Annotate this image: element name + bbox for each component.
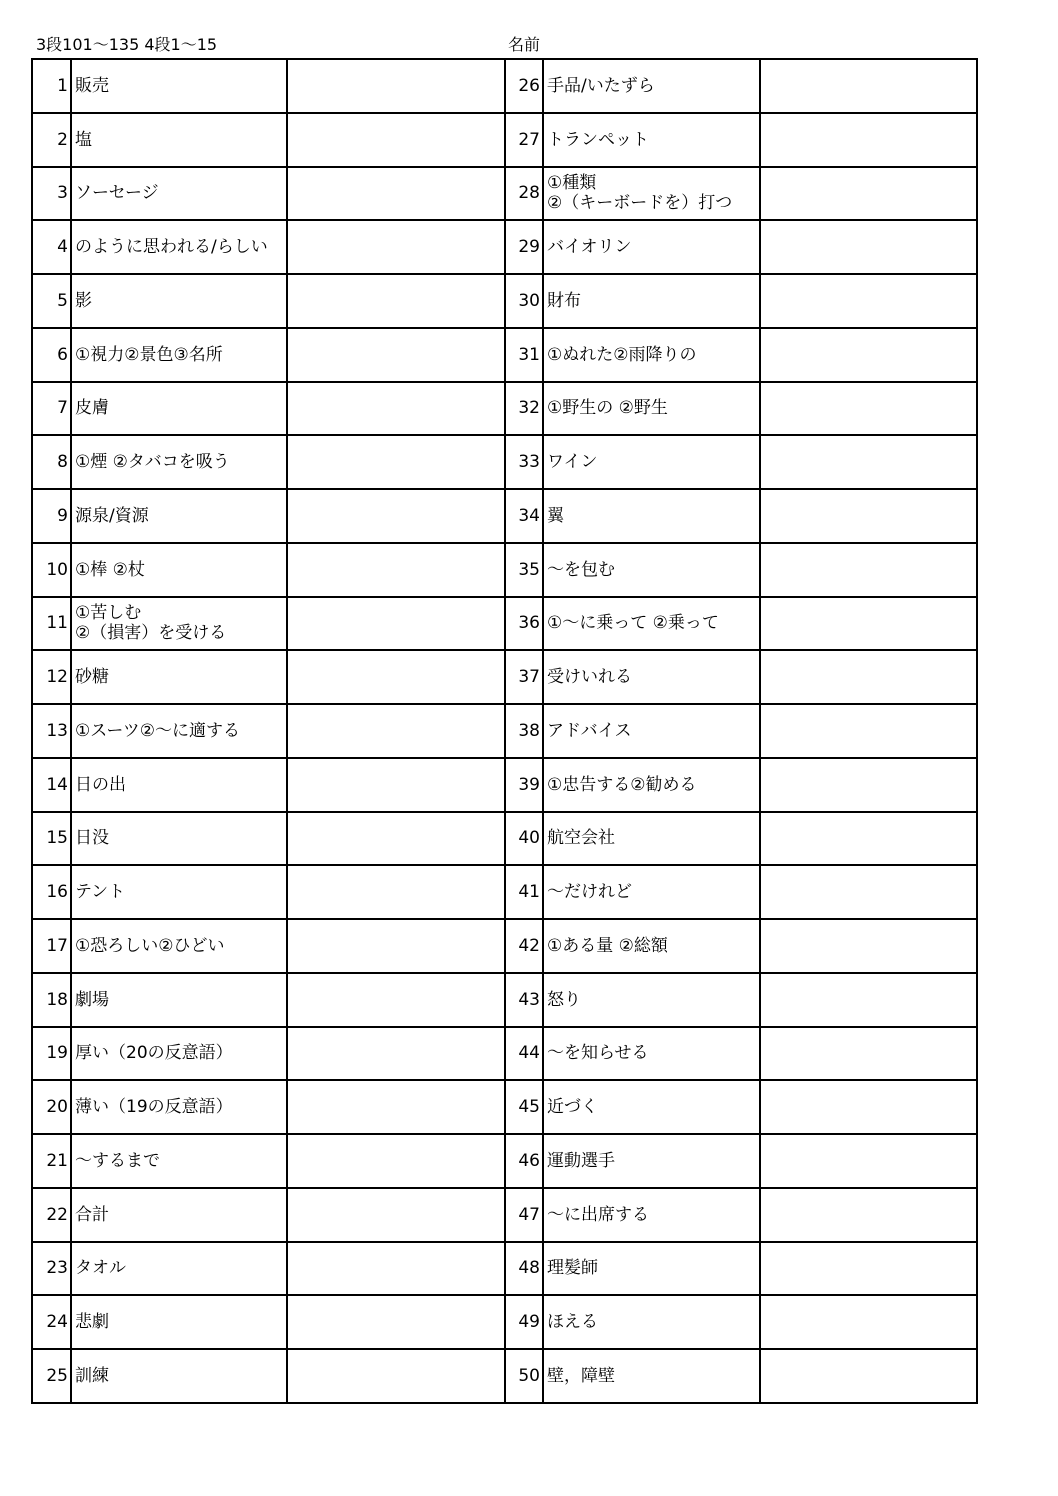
answer-cell[interactable] xyxy=(287,113,505,167)
answer-cell[interactable] xyxy=(287,704,505,758)
item-number: 42 xyxy=(505,919,543,973)
vocab-word: 源泉/資源 xyxy=(71,489,287,543)
item-number: 20 xyxy=(32,1080,71,1134)
vocab-word: ソーセージ xyxy=(71,167,287,221)
table-row xyxy=(32,489,977,543)
vocab-word: ①苦しむ ②（損害）を受ける xyxy=(71,597,287,651)
answer-cell[interactable] xyxy=(760,382,977,436)
item-number: 27 xyxy=(505,113,543,167)
answer-cell[interactable] xyxy=(760,113,977,167)
vocab-word: 怒り xyxy=(543,973,760,1027)
item-number: 32 xyxy=(505,382,543,436)
item-number: 35 xyxy=(505,543,543,597)
item-number: 14 xyxy=(32,758,71,812)
vocab-word: ～するまで xyxy=(71,1134,287,1188)
vocab-word: トランペット xyxy=(543,113,760,167)
answer-cell[interactable] xyxy=(760,919,977,973)
item-number: 41 xyxy=(505,865,543,919)
vocab-word: 厚い（20の反意語） xyxy=(71,1027,287,1081)
item-number: 16 xyxy=(32,865,71,919)
table-row xyxy=(32,758,977,812)
item-number: 26 xyxy=(505,59,543,113)
vocab-word: ～に出席する xyxy=(543,1188,760,1242)
vocab-word: ①視力②景色③名所 xyxy=(71,328,287,382)
vocab-word: 財布 xyxy=(543,274,760,328)
item-number: 3 xyxy=(32,167,71,221)
item-number: 38 xyxy=(505,704,543,758)
vocab-word: 日没 xyxy=(71,812,287,866)
table-row xyxy=(32,274,977,328)
answer-cell[interactable] xyxy=(760,59,977,113)
item-number: 34 xyxy=(505,489,543,543)
answer-cell[interactable] xyxy=(287,1134,505,1188)
vocab-word: ①煙 ②タバコを吸う xyxy=(71,435,287,489)
vocab-word: ①ぬれた②雨降りの xyxy=(543,328,760,382)
table-row xyxy=(32,597,977,651)
table-row xyxy=(32,650,977,704)
vocab-word: 悲劇 xyxy=(71,1295,287,1349)
answer-cell[interactable] xyxy=(760,167,977,221)
answer-cell[interactable] xyxy=(760,973,977,1027)
table-row xyxy=(32,220,977,274)
vocab-word: ①野生の ②野生 xyxy=(543,382,760,436)
answer-cell[interactable] xyxy=(287,865,505,919)
vocab-word: タオル xyxy=(71,1242,287,1296)
item-number: 46 xyxy=(505,1134,543,1188)
answer-cell[interactable] xyxy=(287,382,505,436)
answer-cell[interactable] xyxy=(287,1027,505,1081)
item-number: 21 xyxy=(32,1134,71,1188)
item-number: 9 xyxy=(32,489,71,543)
table-row xyxy=(32,167,977,221)
item-number: 44 xyxy=(505,1027,543,1081)
table-row xyxy=(32,382,977,436)
answer-cell[interactable] xyxy=(760,865,977,919)
answer-cell[interactable] xyxy=(760,1188,977,1242)
vocab-word: 薄い（19の反意語） xyxy=(71,1080,287,1134)
answer-cell[interactable] xyxy=(760,758,977,812)
item-number: 36 xyxy=(505,597,543,651)
answer-cell[interactable] xyxy=(287,973,505,1027)
item-number: 49 xyxy=(505,1295,543,1349)
item-number: 43 xyxy=(505,973,543,1027)
answer-cell[interactable] xyxy=(287,650,505,704)
table-row xyxy=(32,865,977,919)
item-number: 22 xyxy=(32,1188,71,1242)
answer-cell[interactable] xyxy=(287,167,505,221)
answer-cell[interactable] xyxy=(760,1349,977,1403)
vocab-word: ①スーツ②～に適する xyxy=(71,704,287,758)
vocab-word: 影 xyxy=(71,274,287,328)
vocab-word: 運動選手 xyxy=(543,1134,760,1188)
item-number: 18 xyxy=(32,973,71,1027)
item-number: 8 xyxy=(32,435,71,489)
answer-cell[interactable] xyxy=(287,1080,505,1134)
item-number: 25 xyxy=(32,1349,71,1403)
item-number: 29 xyxy=(505,220,543,274)
range-label: 3段101～135 4段1～15 xyxy=(36,35,218,54)
name-label: 名前 xyxy=(508,35,541,54)
vocab-word: ～を包む xyxy=(543,543,760,597)
answer-cell[interactable] xyxy=(287,1242,505,1296)
table-row xyxy=(32,1188,977,1242)
vocab-word: 日の出 xyxy=(71,758,287,812)
item-number: 2 xyxy=(32,113,71,167)
item-number: 7 xyxy=(32,382,71,436)
answer-cell[interactable] xyxy=(287,758,505,812)
item-number: 12 xyxy=(32,650,71,704)
answer-cell[interactable] xyxy=(760,1134,977,1188)
item-number: 47 xyxy=(505,1188,543,1242)
vocab-word: 訓練 xyxy=(71,1349,287,1403)
vocab-word: 航空会社 xyxy=(543,812,760,866)
item-number: 33 xyxy=(505,435,543,489)
answer-cell[interactable] xyxy=(287,328,505,382)
answer-cell[interactable] xyxy=(760,274,977,328)
answer-cell[interactable] xyxy=(287,597,505,651)
answer-cell[interactable] xyxy=(760,435,977,489)
table-row xyxy=(32,1242,977,1296)
item-number: 17 xyxy=(32,919,71,973)
answer-cell[interactable] xyxy=(760,650,977,704)
item-number: 13 xyxy=(32,704,71,758)
answer-cell[interactable] xyxy=(287,1188,505,1242)
answer-cell[interactable] xyxy=(760,1027,977,1081)
table-row xyxy=(32,543,977,597)
vocab-word: ①恐ろしい②ひどい xyxy=(71,919,287,973)
answer-cell[interactable] xyxy=(287,543,505,597)
vocab-word: 近づく xyxy=(543,1080,760,1134)
answer-cell[interactable] xyxy=(760,812,977,866)
table-row xyxy=(32,328,977,382)
vocab-word: 塩 xyxy=(71,113,287,167)
item-number: 48 xyxy=(505,1242,543,1296)
answer-cell[interactable] xyxy=(760,1295,977,1349)
answer-cell[interactable] xyxy=(760,489,977,543)
vocabulary-table xyxy=(31,58,978,1404)
vocab-word: ①棒 ②杖 xyxy=(71,543,287,597)
item-number: 28 xyxy=(505,167,543,221)
answer-cell[interactable] xyxy=(287,812,505,866)
item-number: 23 xyxy=(32,1242,71,1296)
answer-cell[interactable] xyxy=(760,1242,977,1296)
vocab-word: 合計 xyxy=(71,1188,287,1242)
table-row xyxy=(32,435,977,489)
answer-cell[interactable] xyxy=(287,1295,505,1349)
answer-cell[interactable] xyxy=(760,220,977,274)
item-number: 39 xyxy=(505,758,543,812)
answer-cell[interactable] xyxy=(287,435,505,489)
vocab-word: 皮膚 xyxy=(71,382,287,436)
vocab-word: 劇場 xyxy=(71,973,287,1027)
vocab-word: 受けいれる xyxy=(543,650,760,704)
answer-cell[interactable] xyxy=(760,704,977,758)
table-row xyxy=(32,973,977,1027)
answer-cell[interactable] xyxy=(760,597,977,651)
table-row xyxy=(32,1080,977,1134)
vocab-word: ほえる xyxy=(543,1295,760,1349)
vocab-word: テント xyxy=(71,865,287,919)
item-number: 40 xyxy=(505,812,543,866)
item-number: 30 xyxy=(505,274,543,328)
vocab-word: 販売 xyxy=(71,59,287,113)
item-number: 6 xyxy=(32,328,71,382)
table-row xyxy=(32,1027,977,1081)
vocab-word: 砂糖 xyxy=(71,650,287,704)
item-number: 24 xyxy=(32,1295,71,1349)
table-row xyxy=(32,919,977,973)
answer-cell[interactable] xyxy=(760,328,977,382)
table-row xyxy=(32,59,977,113)
vocab-word: アドバイス xyxy=(543,704,760,758)
item-number: 4 xyxy=(32,220,71,274)
item-number: 45 xyxy=(505,1080,543,1134)
vocab-word: ①～に乗って ②乗って xyxy=(543,597,760,651)
vocab-word: 手品/いたずら xyxy=(543,59,760,113)
vocab-word: ～だけれど xyxy=(543,865,760,919)
vocab-word: ①種類 ②（キーボードを）打つ xyxy=(543,167,760,221)
vocab-word: 理髪師 xyxy=(543,1242,760,1296)
vocab-word: のように思われる/らしい xyxy=(71,220,287,274)
answer-cell[interactable] xyxy=(287,274,505,328)
table-row xyxy=(32,1295,977,1349)
table-row xyxy=(32,1349,977,1403)
table-row xyxy=(32,704,977,758)
table-row xyxy=(32,113,977,167)
item-number: 37 xyxy=(505,650,543,704)
answer-cell[interactable] xyxy=(287,59,505,113)
item-number: 19 xyxy=(32,1027,71,1081)
item-number: 31 xyxy=(505,328,543,382)
answer-cell[interactable] xyxy=(760,1080,977,1134)
vocab-word: ワイン xyxy=(543,435,760,489)
answer-cell[interactable] xyxy=(287,1349,505,1403)
item-number: 11 xyxy=(32,597,71,651)
table-row xyxy=(32,812,977,866)
vocab-word: 翼 xyxy=(543,489,760,543)
vocab-word: ～を知らせる xyxy=(543,1027,760,1081)
answer-cell[interactable] xyxy=(287,919,505,973)
item-number: 10 xyxy=(32,543,71,597)
vocab-word: 壁，障壁 xyxy=(543,1349,760,1403)
item-number: 50 xyxy=(505,1349,543,1403)
table-row xyxy=(32,1134,977,1188)
vocab-word: ①ある量 ②総額 xyxy=(543,919,760,973)
answer-cell[interactable] xyxy=(287,489,505,543)
answer-cell[interactable] xyxy=(760,543,977,597)
item-number: 15 xyxy=(32,812,71,866)
vocab-word: バイオリン xyxy=(543,220,760,274)
item-number: 1 xyxy=(32,59,71,113)
answer-cell[interactable] xyxy=(287,220,505,274)
item-number: 5 xyxy=(32,274,71,328)
vocab-word: ①忠告する②勧める xyxy=(543,758,760,812)
